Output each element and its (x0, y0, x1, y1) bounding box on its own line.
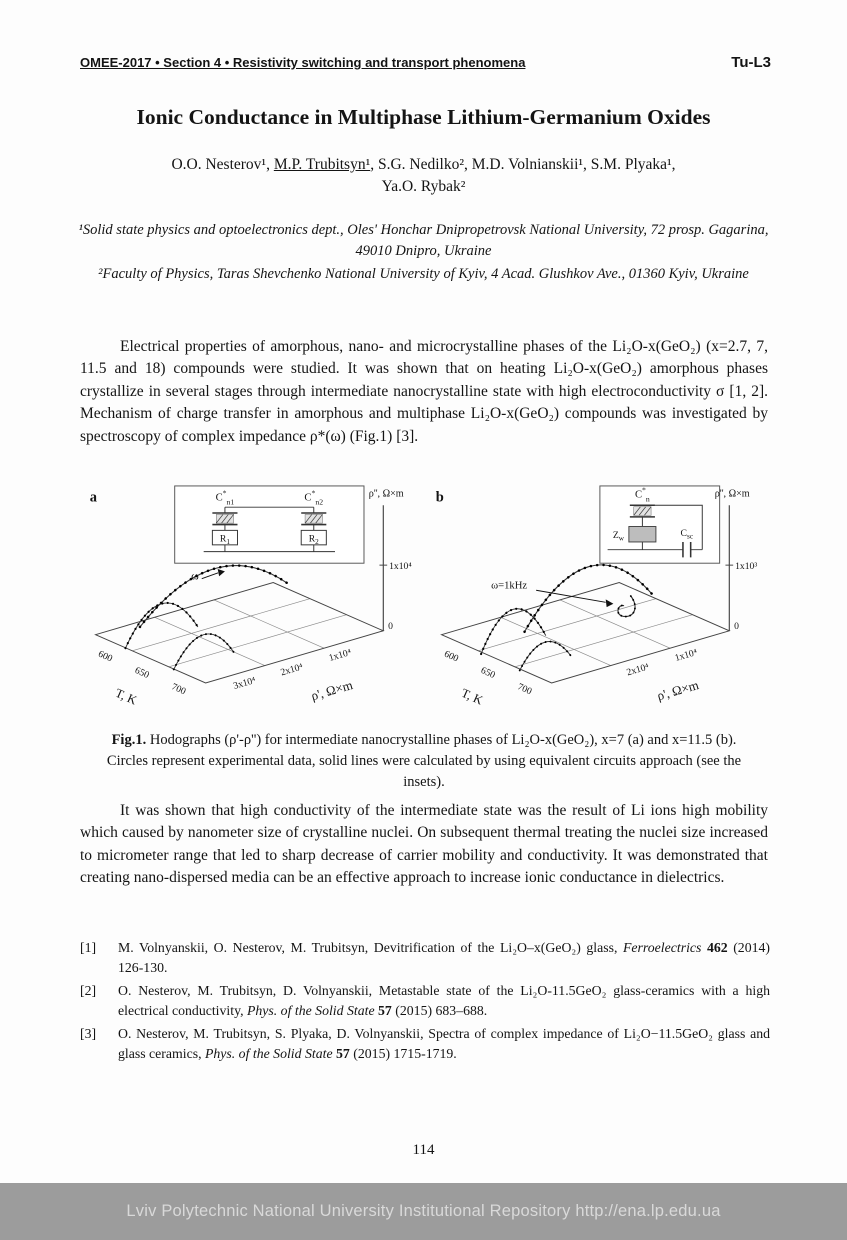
equivalent-circuit-inset-a (175, 486, 364, 563)
figure-caption-text: Hodographs (ρ'-ρ'') for intermediate nanocrystalline phases of Li₂O-x(GeO₂), x=7 (a) and x=11.5 (b). Circles represent experimental data, solid lines were calculated by using equivalent circuits approach (see the insets). (106, 732, 742, 791)
inset-frame-b (600, 486, 720, 563)
page-header (80, 54, 771, 71)
label-cn2: $C^*_{n2}$ (304, 488, 324, 507)
x-tick-2e4-a: 2x10⁴ (279, 661, 305, 679)
z-tick-label-b: 1x10³ (735, 560, 758, 572)
reference-number: [1] (80, 940, 97, 955)
x-tick-1e4-b: 1x10⁴ (673, 647, 699, 664)
hodograph-arcs-a (125, 566, 287, 670)
omega-1khz-label: ω=1kHz (491, 580, 528, 592)
floor-grid-b (478, 599, 692, 667)
label-csc: $C_{sc}$ (680, 528, 694, 541)
t-axis-labels-b (442, 649, 533, 708)
label-zw: $Z_w$ (612, 530, 625, 543)
t-tick-600-a: 600 (96, 648, 115, 665)
x-axis-label-a: ρ', Ω×m (309, 677, 355, 704)
header-talk-code: Tu-L3 (731, 54, 771, 71)
references-list (80, 938, 770, 1067)
omega-annotation-b (491, 580, 613, 607)
t-axis-label-a: T, K (113, 685, 140, 708)
z-tick-label-a: 1x10⁴ (389, 560, 412, 572)
t-tick-650-a: 650 (133, 664, 151, 681)
x-axis-labels-a (232, 647, 354, 703)
reference-item-1 (80, 938, 770, 978)
volume-number: 57 (332, 1046, 350, 1061)
presenter-name: M.P. Trubitsyn¹ (273, 156, 371, 173)
x-axis-label-b: ρ', Ω×m (655, 677, 701, 704)
t-axis-label-b: T, K (459, 685, 486, 708)
abstract-paragraph-1: Electrical properties of amorphous, nano- and microcrystalline phases of the Li₂O-x(GeO₂) (x=2.7, 7, 11.5 and 18) compounds were studied. It was shown that on heating Li₂O-x(GeO₂) amorphous phases crystallize in several stages through intermediate nanocrystalline state with high electroconductivity σ [1, 2]. Mechanism of charge transfer in amorphous and multiphase Li₂O-x(GeO₂) compounds was investigated by spectroscopy of complex impedance ρ*(ω) (Fig.1) [3]. (80, 338, 768, 445)
figure-panel-a (82, 482, 420, 712)
figure-1 (82, 482, 766, 712)
t-tick-600-b: 600 (442, 648, 461, 665)
figure-panel-b (428, 482, 766, 712)
journal-name: Ferroelectrics (622, 940, 702, 955)
origin-zero-a: 0 (388, 620, 393, 632)
authors-line-2: Ya.O. Rybak² (381, 178, 466, 196)
repository-stamp-text: Lviv Polytechnic National University Institutional Repository http://ena.lp.edu.ua (126, 1202, 721, 1220)
journal-name: Phys. of the Solid State (246, 1003, 375, 1018)
figure-panels (82, 482, 766, 712)
label-r1: $R_1$ (219, 533, 230, 546)
z-axis-label-b: ρ'', Ω×m (714, 488, 750, 500)
x-tick-3e4-a: 3x10⁴ (232, 675, 257, 692)
omega-arrowhead-b (606, 599, 614, 607)
figure-caption-label: Fig.1. (111, 732, 147, 748)
origin-zero-b: 0 (734, 620, 739, 632)
x-tick-2e4-b: 2x10⁴ (625, 661, 651, 679)
affiliation-2: ²Faculty of Physics, Taras Shevchenko National University of Kyiv, 4 Acad. Glushkov Ave., 01360 Kyiv, Ukraine (98, 266, 749, 283)
omega-label-a: ω (191, 569, 199, 583)
reference-item-3 (80, 1024, 770, 1064)
label-cn-b: $C^*_n$ (634, 485, 650, 504)
panel-label-a: a (89, 489, 97, 506)
reference-text: O. Nesterov, M. Trubitsyn, D. Volnyanskii, Metastable state of the Li₂O-11.5GeO₂ glass-ceramics with a high electrical conductivity, Phys. of the Solid State 57 (2015) 683–688. (118, 983, 770, 1018)
reference-number: [2] (80, 983, 97, 998)
authors-part-1: O.O. Nesterov¹, (171, 156, 274, 173)
reference-text: O. Nesterov, M. Trubitsyn, S. Plyaka, D. Volnyanskii, Spectra of complex impedance of Li₂O−11.5GeO₂ glass and glass ceramics, Phys. of the Solid State 57 (2015) 1715-1719. (118, 1026, 770, 1061)
figure-caption (94, 730, 754, 793)
authors-part-2: , S.G. Nedilko², M.D. Volnianskii¹, S.M. Plyaka¹, (370, 156, 676, 173)
t-tick-700-b: 700 (515, 681, 534, 698)
floor-grid-a (132, 599, 346, 667)
low-frequency-curl (618, 596, 635, 617)
footer-bar (0, 1183, 847, 1240)
capacitor-cn1-icon (216, 514, 233, 523)
header-session-title: OMEE-2017 • Section 4 • Resistivity switching and transport phenomena (80, 55, 526, 70)
warburg-element-zw-icon (629, 527, 656, 542)
t-tick-650-b: 650 (479, 664, 497, 681)
t-axis-labels-a (96, 649, 187, 708)
volume-number: 57 (374, 1003, 392, 1018)
panel-label-b: b (435, 489, 444, 506)
affiliation-1: ¹Solid state physics and optoelectronics dept., Oles' Honchar Dnipropetrovsk National University, 72 prosp. Gagarina, 49010 Dnipro, Ukraine (78, 222, 769, 260)
z-axis-label-a: ρ'', Ω×m (368, 488, 404, 500)
label-cn1: $C^*_{n1}$ (215, 488, 235, 507)
label-r2: $R_2$ (308, 533, 319, 546)
body-paragraph-2: It was shown that high conductivity of the intermediate state was the result of Li ions high mobility which caused by nanometer size of crystalline nuclei. On subsequent thermal treating the nuclei size increased to micrometer range that led to sharp decrease of carrier mobility and conductivity. It was demonstrated that creating nano-dispersed media can be an effective approach to increase ionic conductance in dielectrics. (80, 802, 768, 887)
x-tick-1e4-a: 1x10⁴ (327, 647, 353, 664)
volume-number: 462 (701, 940, 728, 955)
capacitor-cn-icon (634, 507, 651, 516)
reference-text: M. Volnyanskii, O. Nesterov, M. Trubitsyn, Devitrification of the Li₂O–x(GeO₂) glass, Ferroelectrics 462 (2014) 126-130. (118, 940, 770, 975)
journal-name: Phys. of the Solid State (204, 1046, 333, 1061)
page-number: 114 (412, 1142, 435, 1158)
t-tick-700-a: 700 (169, 681, 188, 698)
omega-arrowhead-a (218, 569, 225, 576)
paper-title: Ionic Conductance in Multiphase Lithium-Germanium Oxides (136, 105, 711, 129)
authors-line (60, 154, 787, 199)
affiliations-block (78, 220, 769, 287)
reference-item-2 (80, 981, 770, 1021)
capacitor-cn2-icon (305, 514, 322, 523)
equivalent-circuit-inset-b (600, 486, 720, 563)
x-axis-labels-b (625, 647, 700, 703)
reference-number: [3] (80, 1026, 97, 1041)
